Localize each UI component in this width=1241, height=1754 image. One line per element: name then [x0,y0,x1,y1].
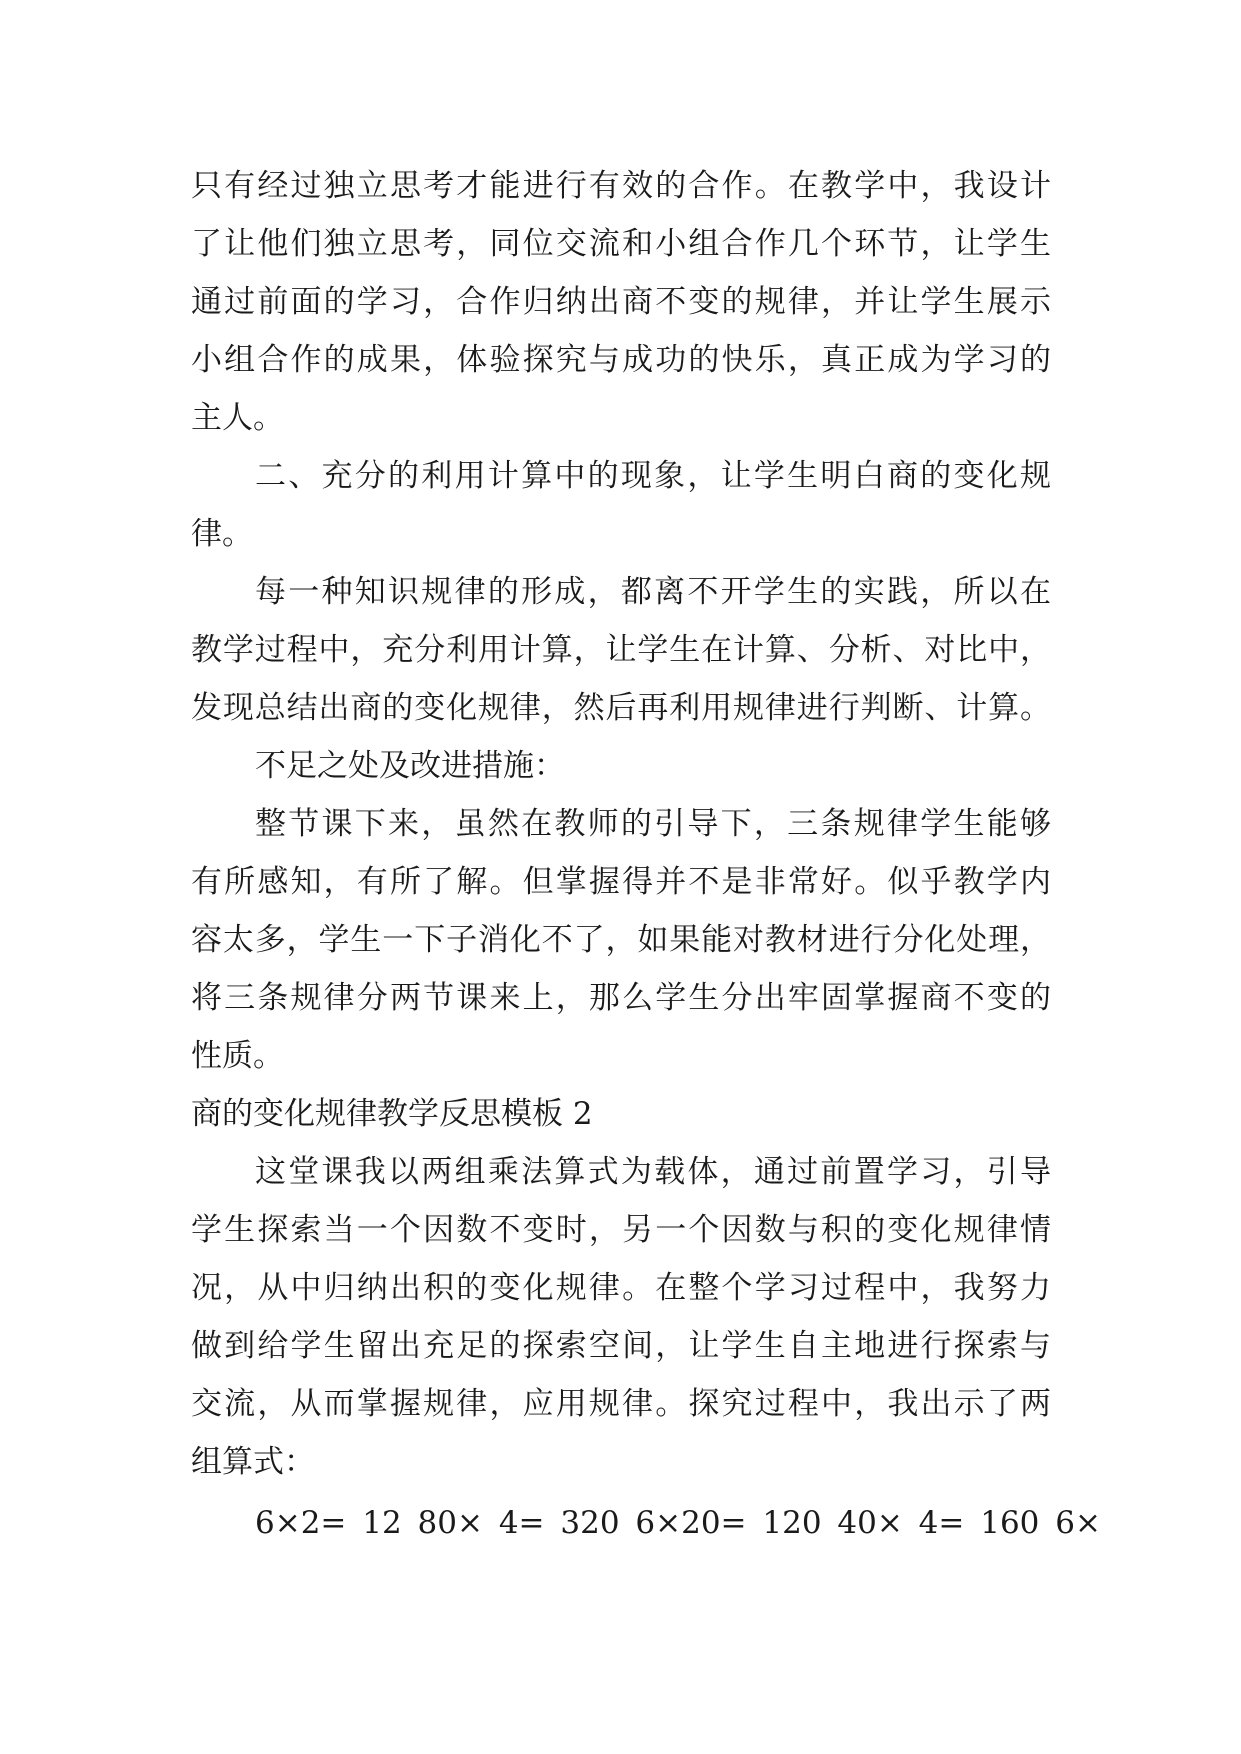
text-line: 性质。 [191,1038,284,1074]
formula-line: 6×2= 12 80× 4= 320 6×20= 120 40× 4= 160 6× [255,1505,1101,1541]
text-line: 教学过程中，充分利用计算，让学生在计算、分析、对比中， [191,632,1051,668]
text-line: 况，从中归纳出积的变化规律。在整个学习过程中，我努力 [191,1270,1051,1306]
text-line: 交流，从而掌握规律，应用规律。探究过程中，我出示了两 [191,1386,1051,1422]
text-line: 做到给学生留出充足的探索空间，让学生自主地进行探索与 [191,1328,1051,1364]
text-line: 这堂课我以两组乘法算式为载体，通过前置学习，引导 [255,1154,1051,1190]
text-line: 组算式： [191,1444,315,1480]
subheading: 不足之处及改进措施： [255,748,565,784]
text-line: 通过前面的学习，合作归纳出商不变的规律，并让学生展示 [191,284,1051,320]
section-heading: 二、充分的利用计算中的现象，让学生明白商的变化规 [255,458,1051,494]
text-line: 主人。 [191,400,284,436]
text-line: 每一种知识规律的形成，都离不开学生的实践，所以在 [255,574,1051,610]
text-line: 将三条规律分两节课来上，那么学生分出牢固掌握商不变的 [191,980,1051,1016]
text-line: 小组合作的成果，体验探究与成功的快乐，真正成为学习的 [191,342,1051,378]
document-title: 商的变化规律教学反思模板 2 [191,1096,593,1132]
text-line: 只有经过独立思考才能进行有效的合作。在教学中，我设计 [191,168,1051,204]
text-line: 律。 [191,516,253,552]
text-line: 容太多，学生一下子消化不了，如果能对教材进行分化处理， [191,922,1051,958]
text-line: 学生探索当一个因数不变时，另一个因数与积的变化规律情 [191,1212,1051,1248]
text-line: 整节课下来，虽然在教师的引导下，三条规律学生能够 [255,806,1051,842]
text-line: 发现总结出商的变化规律，然后再利用规律进行判断、计算。 [191,690,1051,726]
text-line: 了让他们独立思考，同位交流和小组合作几个环节，让学生 [191,226,1051,262]
text-line: 有所感知，有所了解。但掌握得并不是非常好。似乎教学内 [191,864,1051,900]
